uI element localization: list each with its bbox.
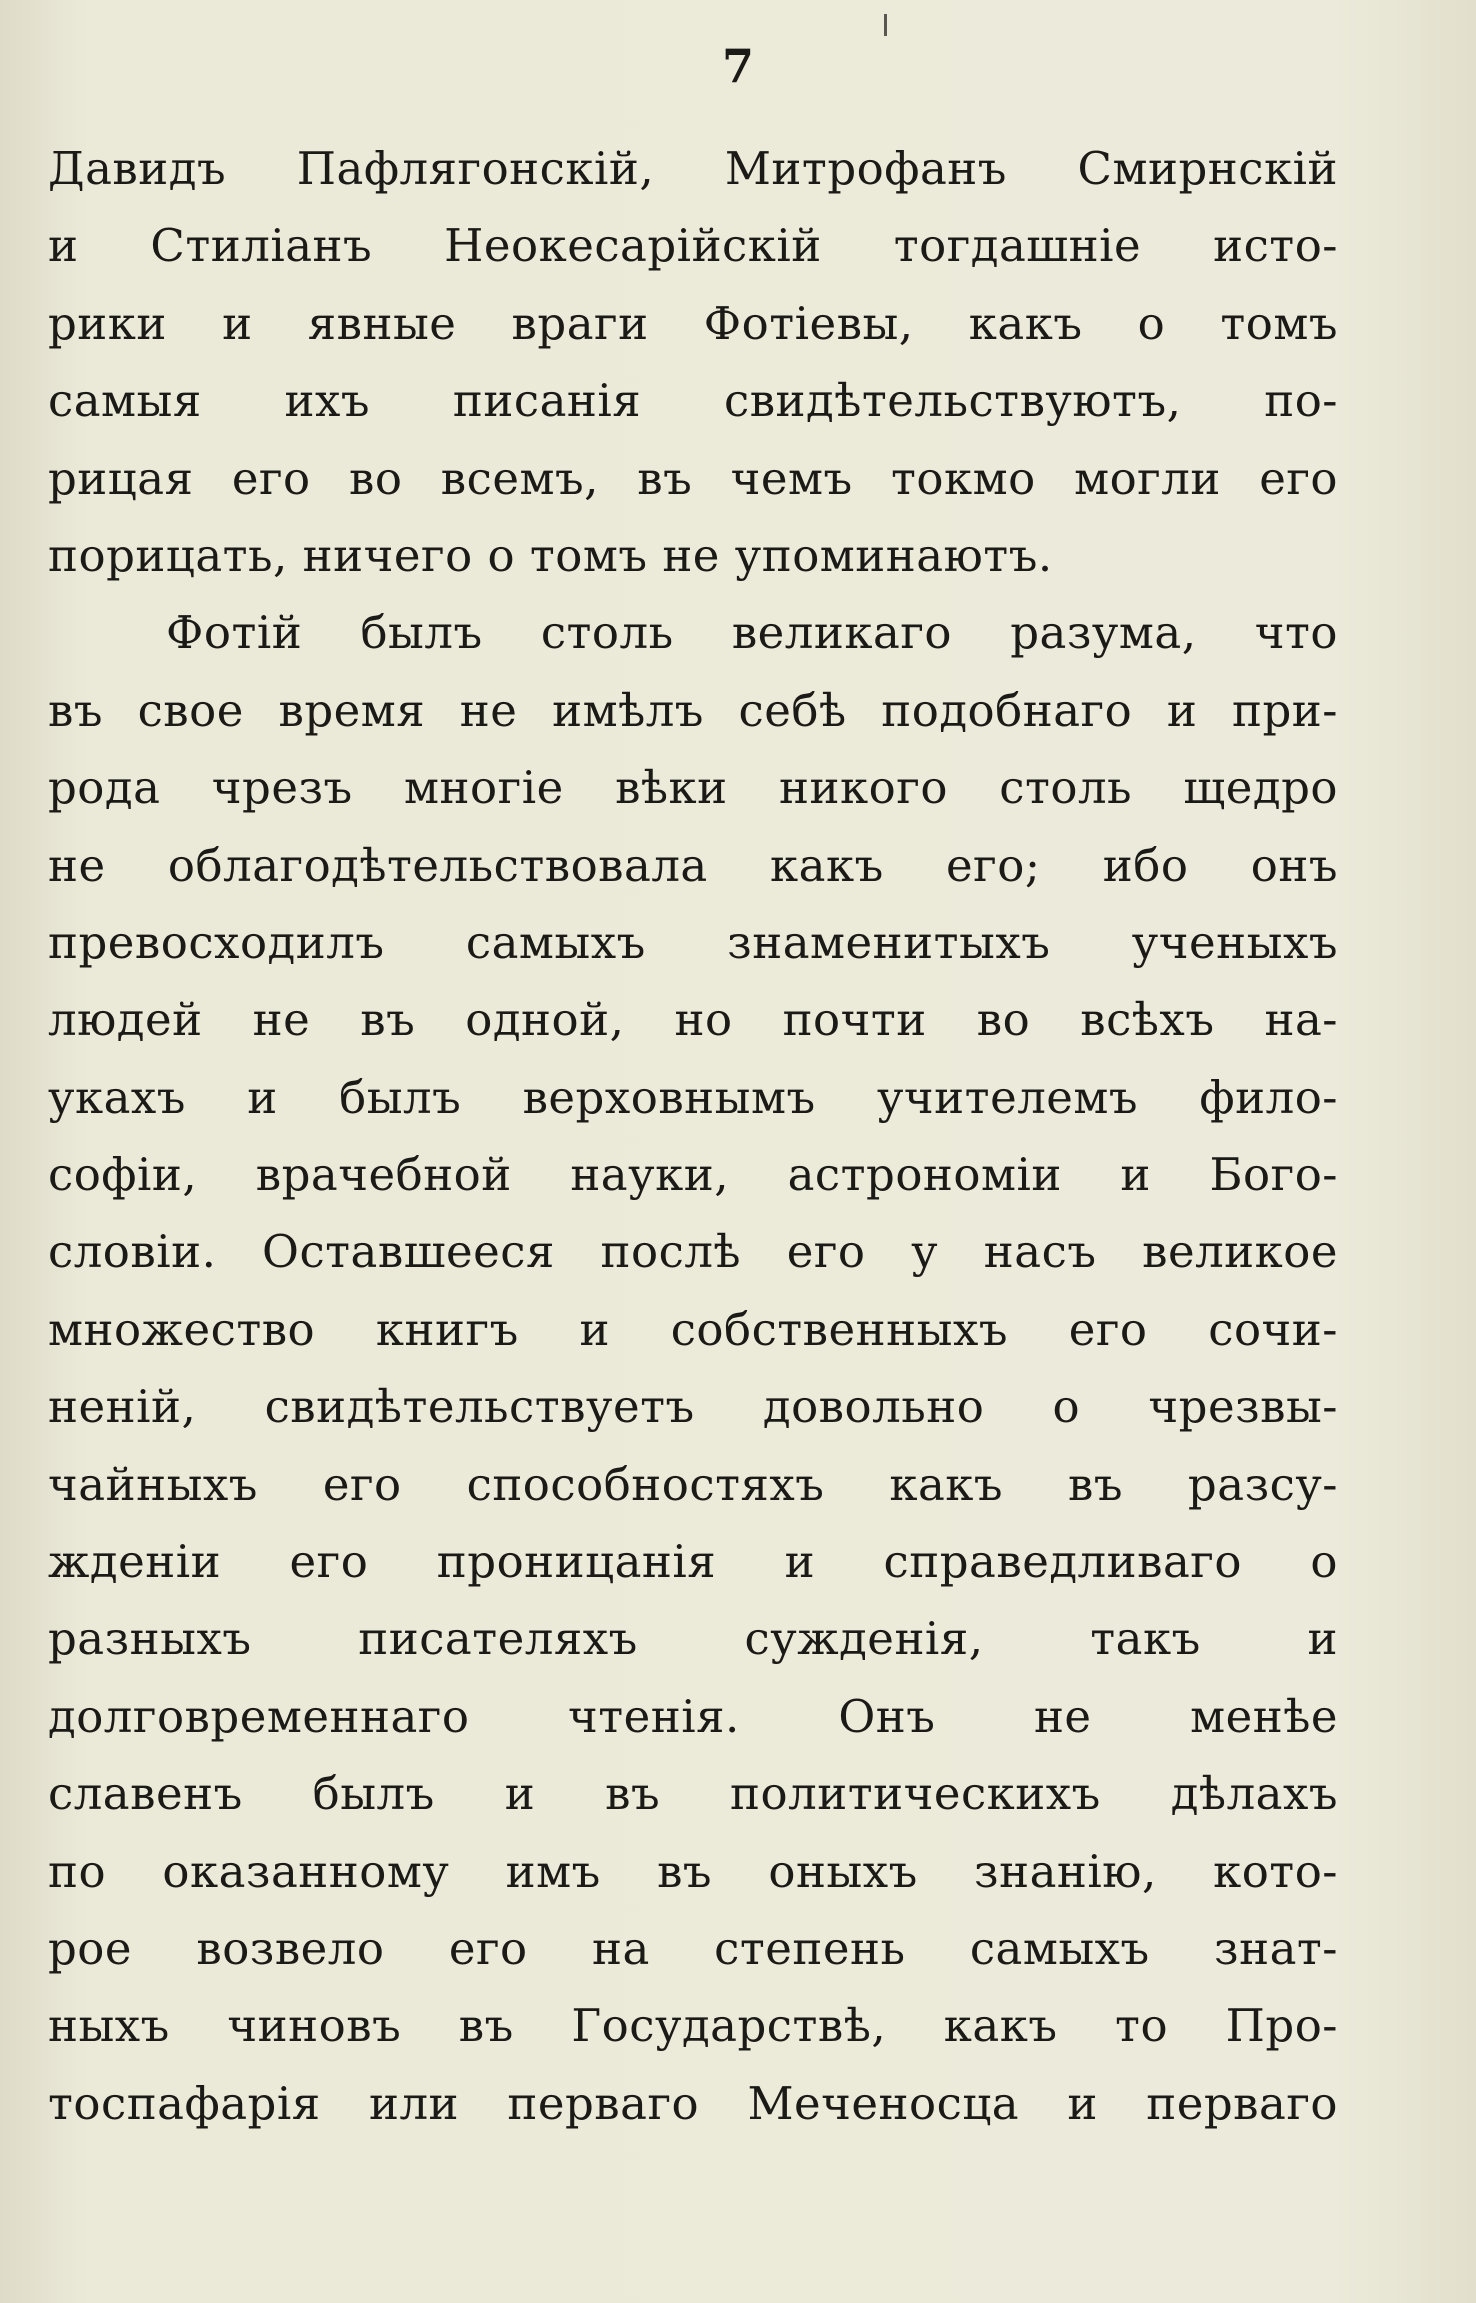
text-line: разныхъ писателяхъ сужденія, такъ и [48,1612,1338,1666]
text-line: укахъ и былъ верховнымъ учителемъ фило- [48,1070,1338,1124]
text-line: словіи. Оставшееся послѣ его у насъ великое [48,1225,1338,1279]
text-line: неній, свидѣтельствуетъ довольно о чрезвы- [48,1380,1338,1434]
text-line: Давидъ Пафлягонскій, Митрофанъ Смирнскій [48,142,1338,195]
text-line: рое возвело его на степень самыхъ знат- [48,1921,1338,1975]
text-line: тоспафарія или перваго Меченосца и перваго [48,2076,1338,2130]
text-line: рики и явные враги Фотіевы, какъ о томъ [48,296,1338,350]
text-line: въ свое время не имѣлъ себѣ подобнаго и при- [48,683,1338,737]
page-number: 7 [721,39,754,93]
text-line: рода чрезъ многіе вѣки никого столь щедро [48,761,1338,815]
text-line: рицая его во всемъ, въ чемъ токмо могли его [48,451,1338,505]
text-line: чайныхъ его способностяхъ какъ въ разсу- [48,1457,1338,1511]
text-line: не облагодѣтельствовала какъ его; ибо онъ [48,838,1338,892]
text-line: софіи, врачебной науки, астрономіи и Бого- [48,1148,1338,1202]
text-line: и Стиліанъ Неокесарійскій тогдашніе исто- [48,219,1338,273]
text-line: самыя ихъ писанія свидѣтельствуютъ, по- [48,374,1338,428]
text-line: ныхъ чиновъ въ Государствѣ, какъ то Про- [48,1999,1338,2053]
text-line: порицать, ничего о томъ не упоминаютъ. [48,528,1053,582]
text-line: превосходилъ самыхъ знаменитыхъ ученыхъ [48,915,1338,969]
paragraph-first-line: Фотій былъ столь великаго разума, что [166,606,1338,660]
text-line: множество книгъ и собственныхъ его сочи- [48,1302,1338,1356]
text-line: жденіи его проницанія и справедливаго о [48,1535,1338,1589]
text-line: долговременнаго чтенія. Онъ не менѣе [48,1689,1338,1743]
text-line: по оказанному имъ въ оныхъ знанію, кото- [48,1844,1338,1898]
text-line: людей не въ одной, но почти во всѣхъ на- [48,993,1338,1047]
body-text [48,130,1338,2142]
text-line: славенъ былъ и въ политическихъ дѣлахъ [48,1767,1338,1821]
margin-mark [884,14,887,36]
